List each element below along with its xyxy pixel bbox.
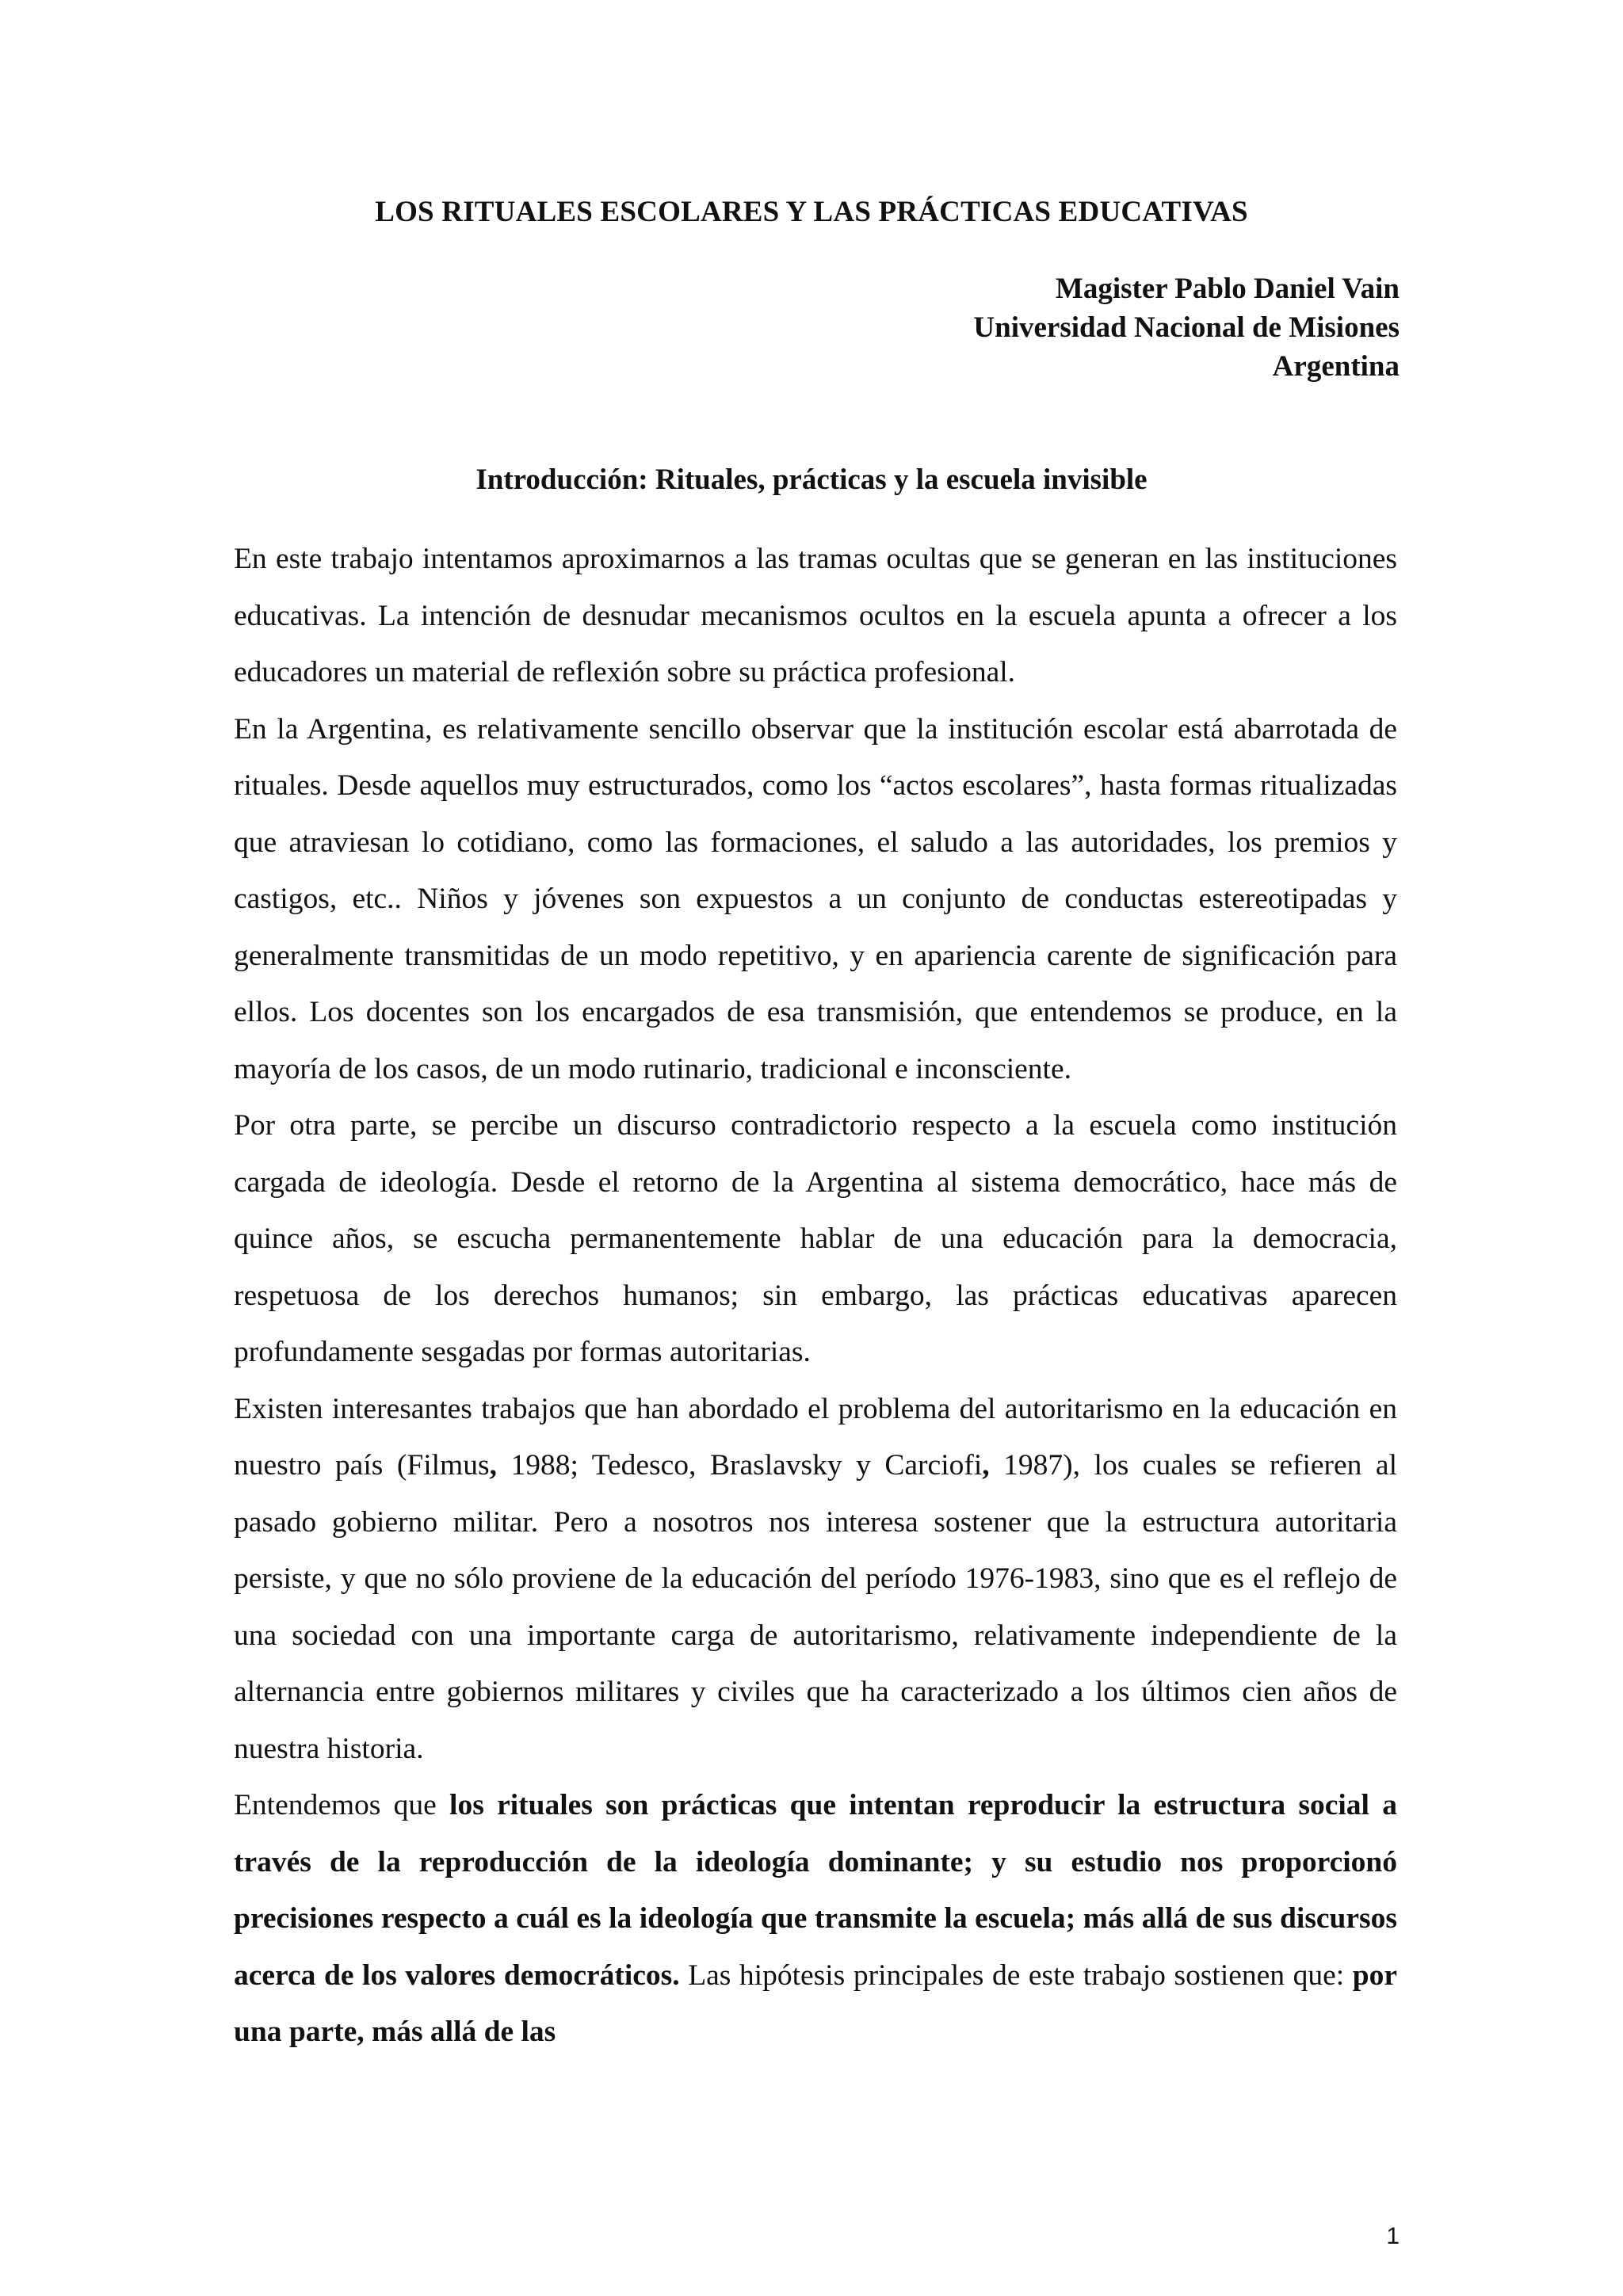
paragraph-4-bold-comma-1: ,: [489, 1449, 497, 1482]
body-text: [234, 531, 1397, 2061]
paragraph-5: [234, 1777, 1397, 2061]
paragraph-5-lead: Entendemos que: [234, 1789, 450, 1821]
author-name: Magister Pablo Daniel Vain: [1055, 273, 1400, 305]
paragraph-5-middle: Las hipótesis principales de este trabajo sostienen que:: [679, 1958, 1353, 1992]
paragraph-5-bold-2: por una parte, más allá de las: [234, 1958, 1397, 2048]
paragraph-3: Por otra parte, se percibe un discurso contradictorio respecto a la escuela como institución cargada de ideología. Desde el retorno de la Argentina al sistema democrático, hace más de quince años, se escucha permanentemente hablar de una educación para la democracia, respetuosa de los derechos humanos; sin embargo, las prácticas educativas aparecen profundamente sesgadas por formas autoritarias.: [234, 1109, 1397, 1368]
page-number: 1: [1386, 2223, 1400, 2249]
paragraph-2: En la Argentina, es relativamente sencillo observar que la institución escolar está abarrotada de rituales. Desde aquellos muy estructurados, como los “actos escolares”, hasta formas ritualizadas que atraviesan lo cotidiano, como las formaciones, el saludo a las autoridades, los premios y castigos, etc.. Niños y jóvenes son expuestos a un conjunto de conductas estereotipadas y generalmente transmitidas de un modo repetitivo, y en apariencia carente de significación para ellos. Los docentes son los encargados de esa transmisión, que entendemos se produce, en la mayoría de los casos, de un modo rutinario, tradicional e inconsciente.: [234, 712, 1397, 1085]
paragraph-1: En este trabajo intentamos aproximarnos a las tramas ocultas que se generan en las instituciones educativas. La intención de desnudar mecanismos ocultos en la escuela apunta a ofrecer a los educadores un material de reflexión sobre su práctica profesional.: [234, 543, 1397, 688]
paragraph-4-part-b: 1988; Tedesco, Braslavsky y Carciofi: [496, 1449, 983, 1482]
paragraph-4-bold-comma-2: ,: [982, 1449, 990, 1482]
paragraph-4: [234, 1381, 1397, 1778]
section-heading: Introducción: Rituales, prácticas y la escuela invisible: [475, 463, 1148, 496]
author-block: [973, 269, 1400, 386]
document-title: LOS RITUALES ESCOLARES Y LAS PRÁCTICAS EDUCATIVAS: [375, 196, 1248, 228]
paragraph-4-part-a: Existen interesantes trabajos que han abordado el problema del autoritarismo en la educación en nuestro país (Filmus: [234, 1392, 1397, 1482]
author-institution: Universidad Nacional de Misiones: [973, 311, 1400, 344]
paragraph-5-bold-1: los rituales son prácticas que intentan reproducir la estructura social a través de la reproducción de la ideología dominante; y su estudio nos proporcionó precisiones respecto a cuál es la ideología que transmite la escuela; más allá de sus discursos acerca de los valores democráticos.: [234, 1789, 1397, 1992]
paragraph-4-part-c: 1987), los cuales se refieren al pasado gobierno militar. Pero a nosotros nos interesa sostener que la estructura autoritaria persiste, y que no sólo proviene de la educación del período 1976-1983, sino que es el reflejo de una sociedad con una importante carga de autoritarismo, relativamente independiente de la alternancia entre gobiernos militares y civiles que ha caracterizado a los últimos cien años de nuestra historia.: [234, 1449, 1397, 1765]
author-country: Argentina: [1272, 350, 1400, 383]
